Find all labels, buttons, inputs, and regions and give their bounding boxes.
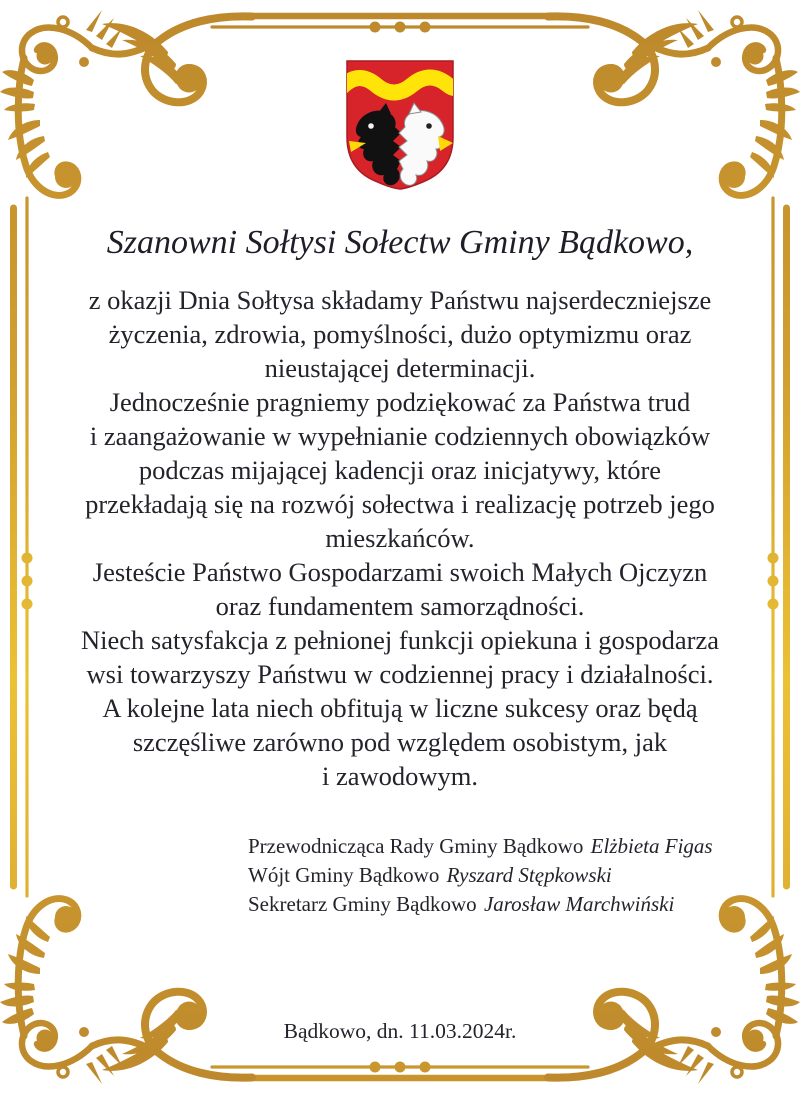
body-line: wsi towarzyszy Państwu w codziennej pracy i działalności. [86, 659, 714, 689]
signature-line [248, 890, 770, 919]
body-line: Jednocześnie pragniemy podziękować za Państwa trud [109, 387, 691, 417]
signature-role: Przewodnicząca Rady Gminy Bądkowo [248, 834, 584, 858]
signature-name: Elżbieta Figas [590, 834, 713, 858]
body-line: z okazji Dnia Sołtysa składamy Państwu najserdeczniejsze [88, 285, 712, 315]
signature-role: Wójt Gminy Bądkowo [248, 863, 440, 887]
body-line: oraz fundamentem samorządności. [215, 591, 585, 621]
body-line: i zaangażowanie w wypełnianie codziennych obowiązków [89, 421, 711, 451]
letter-body [36, 283, 764, 793]
signature-name: Jarosław Marchwiński [483, 892, 675, 916]
signature-role: Sekretarz Gminy Bądkowo [248, 892, 477, 916]
signature-line [248, 832, 770, 861]
body-line: Jesteście Państwo Gospodarzami swoich Małych Ojczyzn [92, 557, 708, 587]
body-line: i zawodowym. [321, 761, 479, 791]
signature-name: Ryszard Stępkowski [446, 863, 612, 887]
body-line: mieszkańców. [325, 523, 475, 553]
body-line: nieustającej determinacji. [264, 353, 536, 383]
badkowo-coat-of-arms-icon [343, 57, 457, 190]
body-line: przekładają się na rozwój sołectwa i realizację potrzeb jego [85, 489, 715, 519]
signature-line [248, 861, 770, 890]
letter-title: Szanowni Sołtysi Sołectw Gminy Bądkowo, [106, 224, 694, 261]
body-line: podczas mijającej kadencji oraz inicjatywy, które [138, 455, 662, 485]
body-line: A kolejne lata niech obfitują w liczne sukcesy oraz będą [102, 693, 698, 723]
body-line: życzenia, zdrowia, pomyślności, dużo optymizmu oraz [108, 319, 692, 349]
body-line: szczęśliwe zarówno pod względem osobistym, jak [132, 727, 668, 757]
date-line: Bądkowo, dn. 11.03.2024r. [283, 1019, 517, 1043]
body-line: Niech satysfakcja z pełnionej funkcji opiekuna i gospodarza [81, 625, 719, 655]
signature-block [248, 832, 770, 919]
